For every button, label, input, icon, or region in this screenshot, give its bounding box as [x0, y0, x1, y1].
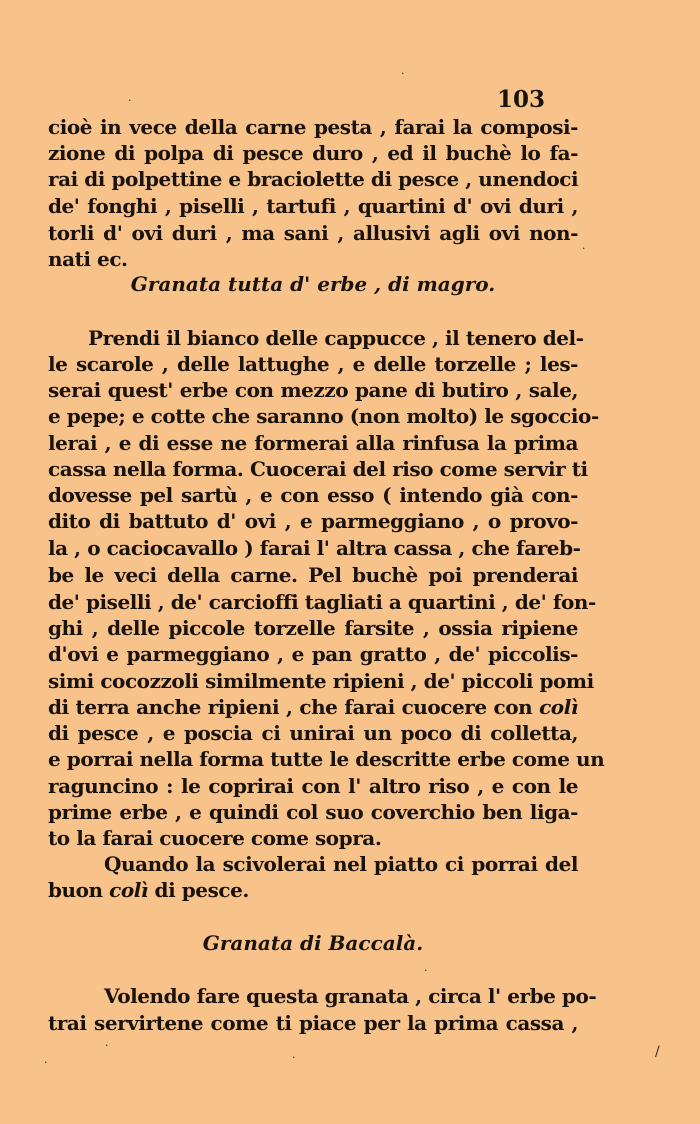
section-1-paragraph-line: Prendi il bianco delle cappucce , il tenero del-: [88, 326, 584, 350]
paper-speck-mark: /: [655, 1044, 660, 1060]
section-1-paragraph-line: to la farai cuocere come sopra.: [48, 826, 382, 850]
section-1-coli-line-text: di terra anche ripieni , che farai cuocere con: [48, 695, 540, 719]
paper-speck-mark: ·: [105, 1039, 109, 1052]
section-1-paragraph-line: prime erbe , e quindi col suo coverchio ben liga-: [48, 800, 578, 824]
section-1-coli-line: [48, 694, 578, 720]
section-1-paragraph-line: be le veci della carne. Pel buchè poi prenderai: [48, 563, 578, 587]
section-1-final-text: buon: [48, 878, 110, 902]
section-1-paragraph-line: d'ovi e parmeggiano , e pan gratto , de' piccolis-: [48, 642, 578, 666]
page-number: 103: [497, 86, 546, 113]
section-1-paragraph-line: di pesce , e poscia ci unirai un poco di colletta,: [48, 721, 578, 745]
section-1-paragraph-line: e pepe; e cotte che saranno (non molto) le sgoccio-: [48, 404, 599, 428]
paper-speck-mark: ·: [401, 67, 405, 80]
section-1-paragraph-line: simi cocozzoli similmente ripieni , de' piccoli pomi: [48, 669, 594, 693]
paper-speck-mark: ·: [424, 964, 428, 977]
section-2-paragraph-line: Volendo fare questa granata , circa l' erbe po-: [104, 984, 597, 1008]
section-1-paragraph-line: ghi , delle piccole torzelle farsite , ossia ripiene: [48, 616, 578, 640]
section-1-paragraph-line: raguncino : le coprirai con l' altro riso , e con le: [48, 774, 578, 798]
top-paragraph-line: rai di polpettine e braciolette di pesce , unendoci: [48, 167, 579, 191]
section-1-final-line: [48, 877, 268, 903]
paper-speck-mark: ·: [128, 94, 132, 107]
section-1-final-line: Quando la scivolerai nel piatto ci porrai del: [104, 852, 578, 876]
section-1-paragraph-line: serai quest' erbe con mezzo pane di butiro , sale,: [48, 378, 578, 402]
section-1-final-text: di pesce.: [148, 878, 249, 902]
section-heading-granata-baccala: Granata di Baccalà.: [202, 931, 424, 955]
top-paragraph-line: torli d' ovi duri , ma sani , allusivi agli ovi non-: [48, 221, 578, 245]
top-paragraph-line: de' fonghi , piselli , tartufi , quartini d' ovi duri ,: [48, 194, 578, 218]
section-1-paragraph-line: cassa nella forma. Cuocerai del riso come servir ti: [48, 457, 588, 481]
section-1-paragraph-line: le scarole , delle lattughe , e delle torzelle ; les-: [48, 352, 578, 376]
coli-term: colì: [109, 878, 149, 902]
section-1-paragraph-line: lerai , e di esse ne formerai alla rinfusa la prima: [48, 431, 578, 455]
coli-term: colì: [539, 695, 578, 719]
section-1-paragraph-line: dovesse pel sartù , e con esso ( intendo già con-: [48, 483, 578, 507]
paper-speck-mark: ·: [44, 1056, 48, 1069]
section-1-paragraph-line: dito di battuto d' ovi , e parmeggiano , o provo-: [48, 509, 578, 533]
section-heading-granata-erbe: Granata tutta d' erbe , di magro.: [130, 272, 496, 296]
top-paragraph-line: cioè in vece della carne pesta , farai la composi-: [48, 115, 578, 139]
section-1-paragraph-line: de' piselli , de' carcioffi tagliati a quartini , de' fon-: [48, 590, 596, 614]
paper-speck-mark: ·: [582, 242, 586, 255]
top-paragraph-line: nati ec.: [48, 247, 128, 271]
section-1-paragraph-line: la , o caciocavallo ) farai l' altra cassa , che fareb-: [48, 536, 581, 560]
top-paragraph-line: zione di polpa di pesce duro , ed il buchè lo fa-: [48, 141, 578, 165]
paper-speck-mark: ·: [292, 1051, 296, 1064]
section-2-paragraph-line: trai servirtene come ti piace per la prima cassa ,: [48, 1011, 578, 1035]
section-1-paragraph-line: e porrai nella forma tutte le descritte erbe come un: [48, 747, 605, 771]
